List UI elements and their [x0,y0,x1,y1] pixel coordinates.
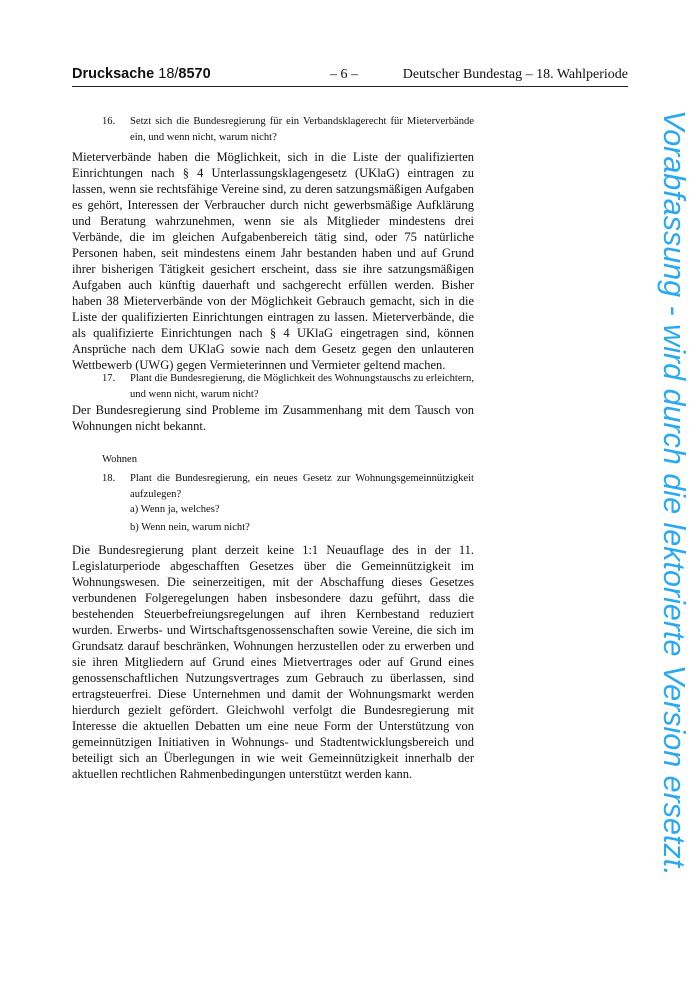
question-text: Plant die Bundesregierung, ein neues Gesetz zur Wohnungsgemeinnützigkeit aufzulegen? [130,473,474,500]
question-18 [102,471,474,502]
question-text: Setzt sich die Bundesregierung für ein Verbandsklagerecht für Mieterverbände ein, und wenn nicht, warum nicht? [130,116,474,143]
answer-18: Die Bundesregierung plant derzeit keine 1:1 Neuauflage des in der 11. Legislaturperiode abgeschafften Gesetzes über die Gemeinnützigkeit im Wohnungswesen. Die seinerzeitigen, mit der Abschaffung dieses Gesetzes verbundenen Folgeregelungen haben insbesondere dazu geführt, dass die bestehenden Steuerbefreiungsregelungen auf ihren Kernbestand reduziert wurden. Erwerbs- und Wirtschaftsgenossenschaften sowie Vereine, die sich im Grundsatz darauf beschränken, Wohnungen herzustellen oder zu erwerben und sie ihren Mitgliedern auf Grund eines Mietvertrages oder auf Grund eines genossenschaftlichen Nutzungsvertrages zum Gebrauch zu überlassen, sind ertragsteuerfrei. Diese Unternehmen und damit der Wohnungsmarkt werden hierdurch gezielt gefördert. Gleichwohl verfolgt die Bundesregierung mit Interesse die aktuellen Debatten um eine neue Form der Unterstützung von gemeinnützigen Initiativen in Wohnungs- und Stadtentwicklungsbereich und beteiligt sich an Überlegungen in wie weit Gemeinnützigkeit innerhalb der aktuellen rechtlichen Rahmenbedingungen unterstützt werden kann. [72,543,474,781]
section-heading: Wohnen [102,454,138,465]
document-number [72,66,211,82]
doc-label: Drucksache [72,66,155,82]
doc-number: 8570 [178,66,211,82]
question-number: 18. [102,473,116,484]
answer-17: Der Bundesregierung sind Probleme im Zusammenhang mit dem Tausch von Wohnungen nicht bekannt. [72,403,474,433]
publisher: Deutscher Bundestag – 18. Wahlperiode [402,67,628,82]
doc-number-prefix: 18/ [158,66,179,82]
question-number: 16. [102,116,116,127]
question-16 [102,114,474,145]
page-number: – 6 – [330,67,358,82]
subquestion-b: b) Wenn nein, warum nicht? [130,522,250,533]
question-17 [102,371,474,402]
question-text: Plant die Bundesregierung, die Möglichkeit des Wohnungstauschs zu erleichtern, und wenn nicht, warum nicht? [130,373,474,400]
page-header [72,66,628,87]
answer-16: Mieterverbände haben die Möglichkeit, sich in die Liste der qualifizierten Einrichtungen nach § 4 Unterlassungsklagengesetz (UKlaG) eintragen zu lassen, wenn sie rechtsfähige Vereine sind, zu deren satzungsmäßigen Aufgaben es gehört, Interessen der Verbraucher durch nicht gewerbsmäßige Aufklärung und Beratung wahrzunehmen, wenn sie als Mitglieder mindestens drei Verbände, die im gleichen Aufgabenbereich tätig sind, oder 75 natürliche Personen haben, seit mindestens einem Jahr bestanden haben und auf Grund ihrer bisherigen Tätigkeit gesichert erscheint, dass sie ihre satzungsmäßigen Aufgaben auch künftig dauerhaft und sachgerecht erfüllen werden. Bisher haben 38 Mieterverbände von der Möglichkeit Gebrauch gemacht, sich in die Liste der qualifizierten Einrichtungen eintragen zu lassen. Mieterverbände, die als qualifizierte Einrichtungen nach § 4 UKlaG eingetragen sind, können Ansprüche nach dem UKlaG sowie nach dem Gesetz gegen den unlauteren Wettbewerb (UWG) gegen Vermieterinnen und Vermieter geltend machen. [72,150,474,372]
draft-watermark: Vorabfassung - wird durch die lektorierte Version ersetzt. [657,110,691,876]
question-number: 17. [102,373,116,384]
subquestion-a: a) Wenn ja, welches? [130,504,220,515]
